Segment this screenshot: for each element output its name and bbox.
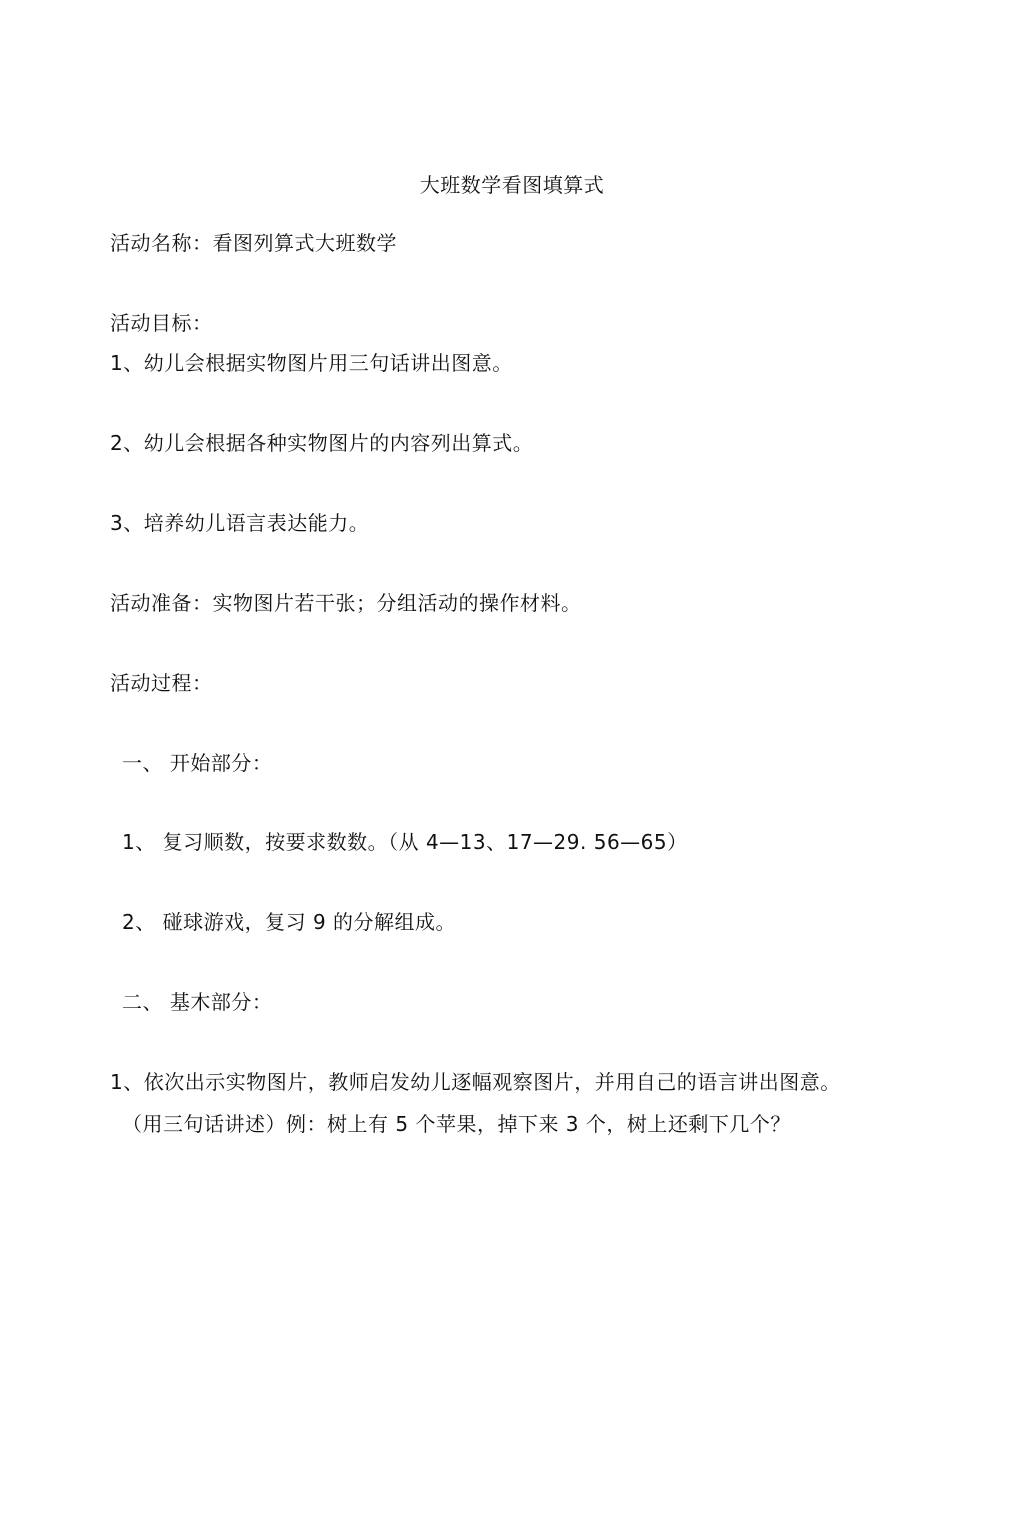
part2-item-line: （用三句话讲述）例：树上有 5 个苹果，掉下来 3 个，树上还剩下几个？ — [122, 1112, 791, 1136]
part1-item: 1、 复习顺数，按要求数数。（从 4—13、17—29. 56—65） — [122, 830, 688, 854]
part2-item-line: 1、依次出示实物图片，教师启发幼儿逐幅观察图片，并用自己的语言讲出图意。 — [110, 1070, 841, 1094]
goals-heading: 活动目标： — [110, 311, 213, 335]
part1-item: 2、 碰球游戏，复习 9 的分解组成。 — [122, 910, 457, 934]
goal-item: 2、幼儿会根据各种实物图片的内容列出算式。 — [110, 431, 534, 455]
preparation-text: 活动准备：实物图片若干张；分组活动的操作材料。 — [110, 591, 582, 615]
part2-heading: 二、 基木部分： — [122, 990, 273, 1014]
goal-item: 1、幼儿会根据实物图片用三句话讲出图意。 — [110, 351, 513, 375]
document-title: 大班数学看图填算式 — [419, 173, 605, 197]
goal-item: 3、培养幼儿语言表达能力。 — [110, 511, 370, 535]
part1-heading: 一、 开始部分： — [122, 751, 273, 775]
activity-name: 活动名称：看图列算式大班数学 — [110, 231, 397, 255]
process-heading: 活动过程： — [110, 671, 213, 695]
